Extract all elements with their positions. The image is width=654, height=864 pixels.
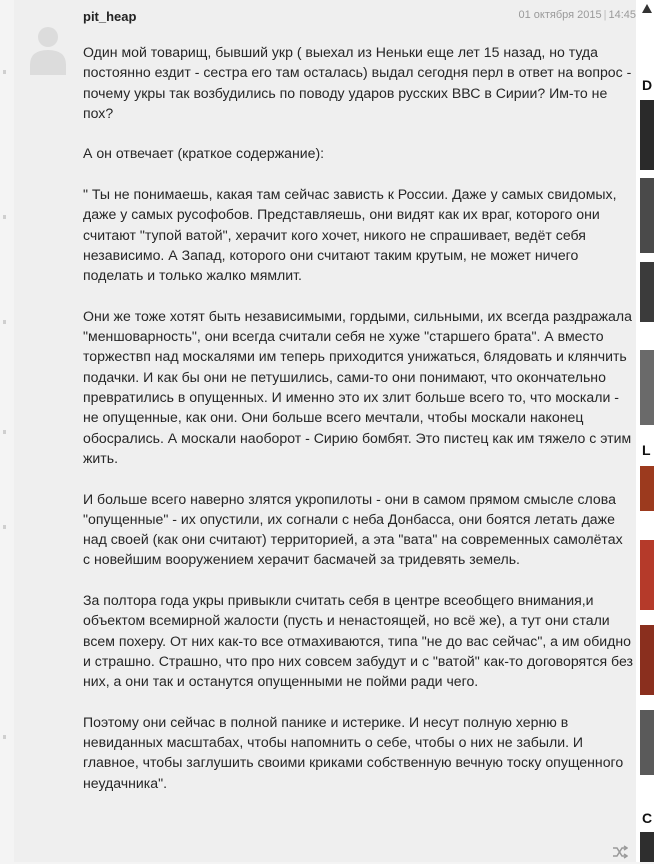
comment-timestamp bbox=[518, 9, 636, 21]
sidebar-thumbnail[interactable] bbox=[640, 178, 654, 253]
comment-paragraph: Они же тоже хотят быть независимыми, гордыми, сильными, их всегда раздражала "меншоварность", они всегда считали себя не хуже "старшего брата". А вместо торжествп над москалями им теперь приходится унижаться, 6лядовать и клянчить подачки. И как бы они не петушились, сами-то они понимают, что окончательно превратились в опущенных. И именно это их злит больше всего то, что москали - не опущенные, как они. Они больше всего мечтали, чтобы москали наконец обосрались. А москали наоборот - Сирию бомбят. Это пистец как им тяжело с этим жить. bbox=[83, 307, 632, 466]
margin-tick bbox=[3, 430, 6, 434]
margin-tick bbox=[3, 320, 6, 324]
sidebar-thumbnail[interactable] bbox=[640, 625, 654, 695]
comment-paragraph: А он отвечает (краткое содержание): bbox=[83, 145, 325, 162]
sidebar-thumbnail[interactable] bbox=[640, 466, 654, 511]
sidebar-thumbnail[interactable] bbox=[640, 710, 654, 775]
sidebar-heading-letter: D bbox=[642, 77, 653, 93]
comment-paragraph: За полтора года укры привыкли считать себя в центре всеобщего внимания,и объектом всемирной жалости (пусть и ненастоящей, но всё же), а тут они стали всем похеру. От них как-то все отмахиваются, типа "не до вас сейчас", а им обидно и страшно. Страшно, что про них совсем забудут и с "ватой" как-то договорятся без них, а они так и останутся опущенными не пойми ради чего. bbox=[83, 592, 633, 690]
sidebar-thumbnail[interactable] bbox=[640, 100, 654, 170]
comment-paragraph: И больше всего наверно злятся укропилоты - они в самом прямом смысле слова "опущенные" - их опустили, их согнали с неба Донбасса, они боятся летать даже над своей (как они считают) территорией, а эта "вата" на современных самолётах с новейшим вооружением херачит басмачей за тридевять земель. bbox=[83, 490, 623, 568]
user-avatar-icon[interactable] bbox=[30, 23, 66, 75]
share-icon[interactable] bbox=[612, 845, 628, 859]
comment-card bbox=[14, 0, 636, 862]
sidebar-thumbnail[interactable] bbox=[640, 540, 654, 610]
comment-paragraph: Один мой товарищ, бывший укр ( выехал из Неньки еще лет 15 назад, но туда постоянно ездит - сестра его там осталась) выдал сегодня перл в ответ на вопрос - почему укры так возбудились по поводу ударов русских ВВС в Сирии? Им-то не пох? bbox=[83, 44, 632, 121]
right-sidebar bbox=[636, 0, 654, 862]
margin-tick bbox=[3, 735, 6, 739]
comment-body bbox=[83, 42, 633, 813]
left-margin-strip bbox=[0, 0, 14, 862]
sidebar-thumbnail[interactable] bbox=[640, 262, 654, 322]
margin-tick bbox=[3, 215, 6, 219]
sidebar-heading-letter: C bbox=[642, 810, 653, 826]
comment-author[interactable]: pit_heap bbox=[83, 9, 137, 24]
margin-tick bbox=[3, 525, 6, 529]
date-separator: | bbox=[603, 9, 607, 21]
sidebar-heading-letter: L bbox=[642, 442, 651, 458]
sidebar-thumbnail[interactable] bbox=[640, 350, 654, 425]
comment-paragraph: " Ты не понимаешь, какая там сейчас зависть к России. Даже у самых свидомых, даже у самых русофобов. Представляешь, они видят как их враг, которого они считают "тупой ватой", херачит кого хочет, никого не спрашивает, ведёт себя независимо. А Запад, которого они считают таким крутым, не может ничего поделать и только жалко мямлит. bbox=[83, 186, 617, 284]
margin-tick bbox=[3, 70, 6, 74]
sidebar-thumbnail[interactable] bbox=[640, 832, 654, 862]
scroll-up-icon[interactable] bbox=[642, 4, 652, 13]
comment-paragraph: Поэтому они сейчас в полной панике и истерике. И несут полную херню в невиданных масштабах, чтобы напомнить о себе, чтобы о них не забыли. И главное, чтобы заглушить своими криками собственную вечную тоску опущенного неудачника". bbox=[83, 713, 624, 791]
comment-date: 01 октября 2015 bbox=[518, 9, 602, 21]
comment-time: 14:45 bbox=[608, 9, 636, 21]
